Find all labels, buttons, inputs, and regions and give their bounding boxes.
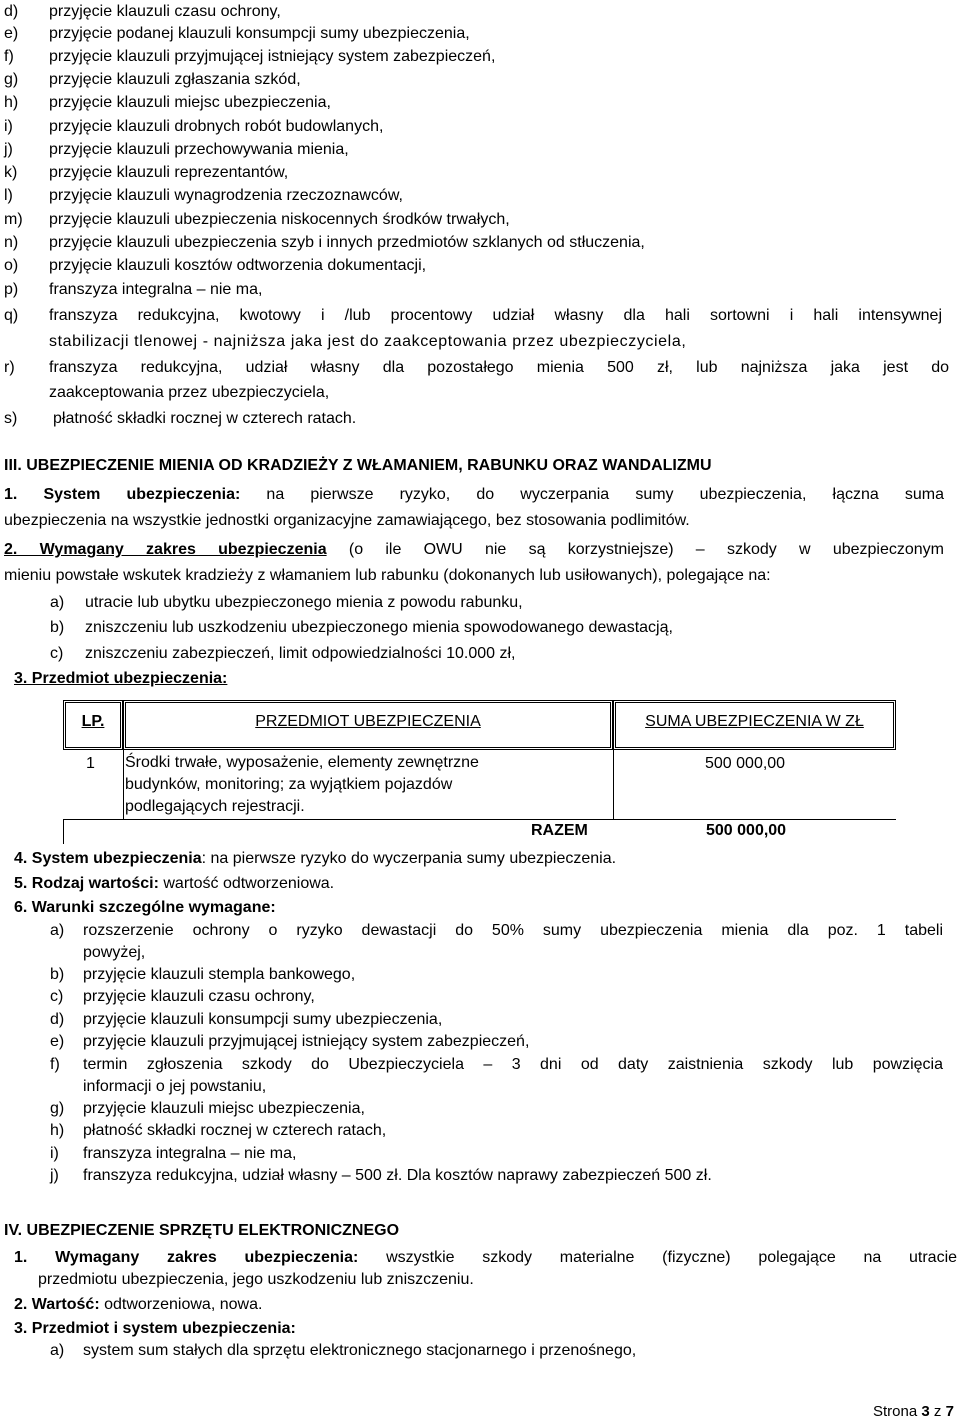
section-4-p3-label: 3. Przedmiot i system ubezpieczenia: [14,1320,296,1337]
table-header-lp-label: LP. [81,713,105,730]
section-3-p6-label: 6. Warunki szczególne wymagane: [14,899,276,916]
section-3-p2-line2: mieniu powstałe wskutek kradzieży z włamaniem lub rabunku (dokonanych lub usiłowanych), polegające na: [4,567,771,584]
section-3-heading: III. UBEZPIECZENIE MIENIA OD KRADZIEŻY Z WŁAMANIEM, RABUNKU ORAZ WANDALIZMU [4,457,712,474]
table-row-item-line1: Środki trwałe, wyposażenie, elementy zewnętrzne [125,754,479,771]
table-header-item-label: PRZEDMIOT UBEZPIECZENIA [255,713,481,730]
list-item-r-line2: zaakceptowania przez ubezpieczyciela, [49,384,330,401]
section-4-p2: 2. Wartość: odtworzeniowa, nowa. [14,1296,263,1313]
table-row-lp: 1 [86,755,95,772]
list-item-r-line1: franszyza redukcyjna, udział własny dla pozostałego mienia 500 zł, lub najniższa jaka jest do [49,359,949,376]
section-3-p5: 5. Rodzaj wartości: wartość odtworzeniowa. [14,875,335,892]
table-row-item-line2: budynków, monitoring; za wyjątkiem pojazdów [125,776,453,793]
section-3-p1-line1: 1. System ubezpieczenia: na pierwsze ryzyko, do wyczerpania sumy ubezpieczenia, łączna suma [4,486,944,503]
list-item-q-line2: stabilizacji tlenowej - najniższa jaka jest do zaakceptowania przez ubezpieczyciela, [49,333,687,350]
section-4-heading: IV. UBEZPIECZENIE SPRZĘTU ELEKTRONICZNEGO [4,1222,400,1239]
section-4-p1-line2: przedmiotu ubezpieczenia, jego uszkodzeniu lub zniszczeniu. [38,1271,474,1288]
section-4-p1-line1: 1. Wymagany zakres ubezpieczenia: wszystkie szkody materialne (fizyczne) polegające na utracie [14,1249,958,1266]
list-item-a-marker: a) [50,922,65,939]
list-item-f-line2: informacji o jej powstaniu, [83,1078,267,1095]
list-item-f-line1: termin zgłoszenia szkody do Ubezpieczyciela – 3 dni od daty zaistnienia szkody lub powzięcia [83,1056,943,1073]
list-item-q-marker: q) [4,307,19,324]
section-3-p3-label: 3. Przedmiot ubezpieczenia: [14,670,228,687]
page-number: Strona 3 z 7 [873,1403,954,1420]
list-item-a-line1: rozszerzenie ochrony o ryzyko dewastacji do 50% sumy ubezpieczenia mienia dla poz. 1 tabeli [83,922,943,939]
section-3-p4: 4. System ubezpieczenia: na pierwsze ryzyko do wyczerpania sumy ubezpieczenia. [14,850,617,867]
table-header-sum-label: SUMA UBEZPIECZENIA W ZŁ [645,713,864,730]
list-item-r-marker: r) [4,359,15,376]
list-item-f-marker: f) [50,1056,60,1073]
table-row-sum: 500 000,00 [705,755,786,772]
section-3-p2-line1: 2. Wymagany zakres ubezpieczenia (o ile OWU nie są korzystniejsze) – szkody w ubezpieczonym [4,541,944,558]
table-total-value: 500 000,00 [706,822,787,839]
section-3-p1-line2: ubezpieczenia na wszystkie jednostki organizacyjne zamawiającego, bez stosowania podlimitów. [4,512,690,529]
list-item-a-line2: powyżej, [83,944,146,961]
table-row-item-line3: podlegających rejestracji. [125,798,305,815]
list-item-q-line1: franszyza redukcyjna, kwotowy i /lub procentowy udział własny dla hali sortowni i hali intensywnej [49,307,942,324]
table-total-label: RAZEM [531,822,588,839]
